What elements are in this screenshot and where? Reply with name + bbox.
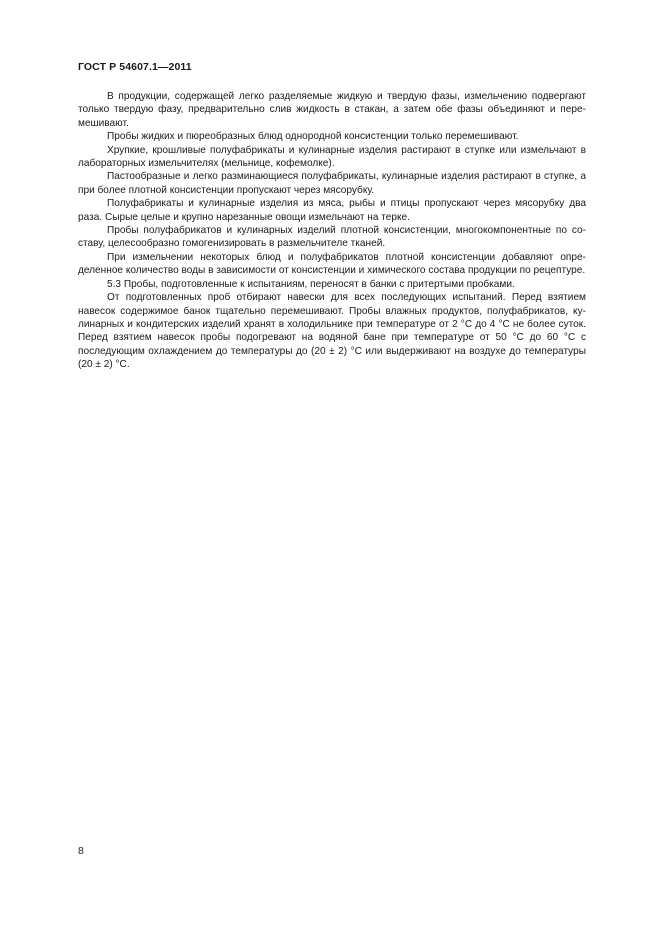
paragraph-section-5-3: 5.3 Пробы, подготовленные к испытаниям, переносят в банки с притертыми пробками. [107,278,515,290]
paragraph-pasty-products: Пастообразные и легко разминающиеся полуфабрикаты, кулинарные изделия растирают в ступке, а при более плотной консистенции пропускают через мясорубку. [78,171,586,196]
page-number: 8 [78,845,84,857]
paragraph-dense-multicomponent: Пробы полуфабрикатов и кулинарных изделий плотной консистенции, многокомпонентные по составу, целесообразно гомогенизировать в размельчителе тканей. [78,225,586,250]
paragraph-liquid-puree-dishes: Пробы жидких и пюреобразных блюд однородной консистенции только перемешивают. [107,131,519,143]
paragraph-brittle-products: Хрупкие, крошливые полуфабрикаты и кулинарные изделия растирают в ступке или измельчают в лабораторных измельчителях (мельнице, кофемолке). [78,144,586,170]
paragraph-liquid-solid-phases: В продукции, содержащей легко разделяемые жидкую и твердую фазы, измельчению подвергают только твердую фазу, предварительно слив жидкость в стакан, а затем обе фазы объединяют и перемешивают. [78,91,586,129]
paragraph-water-addition: При измельчении некоторых блюд и полуфабрикатов плотной консистенции добавляют определенное количество воды в зависимости от консистенции и химического состава продукции по рецептуре. [78,251,586,277]
document-body [78,90,586,372]
standard-header: ГОСТ Р 54607.1—2011 [78,61,192,73]
paragraph-sample-storage: От подготовленных проб отбирают навески для всех последующих испытаний. Перед взятием навесок содержимое банок тщательно перемешивают. Пробы влажных продуктов, полуфабрикатов, кулинарных и кондитерских изделий хранят в холодильнике при температуре от 2 °С до 4 °С не более суток. Перед взятием навесок пробы подогревают на водяной бане при температуре от 50 °С до 60 °С с последующим охлаждением до температуры до (20 ± 2) °С или выдерживают на воздухе до температуры (20 ± 2) °С. [78,292,586,371]
paragraph-meat-fish-poultry: Полуфабрикаты и кулинарные изделия из мяса, рыбы и птицы пропускают через мясорубку два раза. Сырые целые и крупно нарезанные овощи измельчают на терке. [78,198,586,223]
